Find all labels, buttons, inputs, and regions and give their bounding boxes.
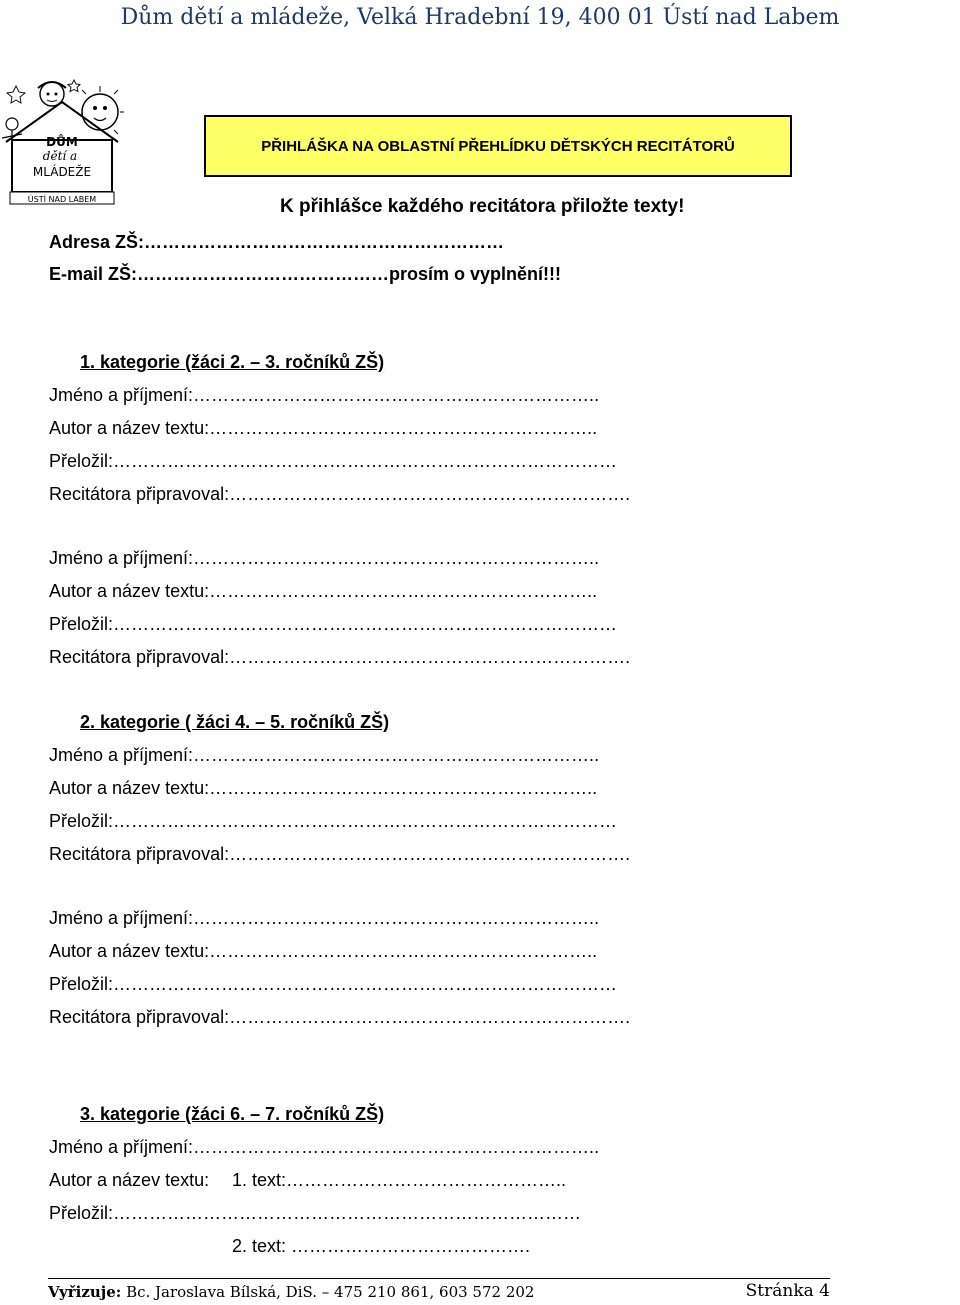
svg-text:dětí a: dětí a	[42, 149, 78, 163]
category-2-heading: 2. kategorie ( žáci 4. – 5. ročníků ZŠ)	[80, 712, 390, 732]
name-field[interactable]: Jméno a příjmení:…………………………………………………………..	[49, 1137, 600, 1157]
footer-label: Vyřizuje:	[48, 1283, 122, 1301]
translator-field[interactable]: Přeložil:…………………………………………………………………………	[49, 614, 618, 634]
prepared-field[interactable]: Recitátora připravoval:………………………………………………………….	[49, 647, 631, 667]
svg-text:DŮM: DŮM	[46, 135, 78, 149]
footer-contact-text: Bc. Jaroslava Bílská, DiS. – 475 210 861, 603 572 202	[126, 1283, 535, 1301]
page-footer	[48, 1278, 830, 1305]
email-field[interactable]: E-mail ZŠ:……………………………………prosím o vyplnění!!!	[49, 264, 562, 284]
svg-text:MLÁDEŽE: MLÁDEŽE	[32, 165, 92, 179]
author-field[interactable]: Autor a název textu:………………………………………………………..	[49, 941, 598, 961]
translator-field[interactable]: Přeložil:…………………………………………………………………………	[49, 974, 618, 994]
form-subtitle: K přihlášce každého recitátora přiložte texty!	[280, 196, 685, 217]
name-field[interactable]: Jméno a příjmení:…………………………………………………………..	[49, 548, 600, 568]
category-1-heading: 1. kategorie (žáci 2. – 3. ročníků ZŠ)	[80, 352, 385, 372]
page-header: Dům dětí a mládeže, Velká Hradební 19, 400 01 Ústí nad Labem	[120, 5, 840, 30]
address-field[interactable]: Adresa ZŠ:……………………………………………………	[49, 232, 505, 252]
name-field[interactable]: Jméno a příjmení:…………………………………………………………..	[49, 385, 600, 405]
logo-icon	[0, 72, 124, 212]
prepared-field[interactable]: Recitátora připravoval:………………………………………………………….	[49, 844, 631, 864]
text-2-field[interactable]: 2. text: ………………………………….	[232, 1236, 531, 1256]
author-field[interactable]: Autor a název textu:………………………………………………………..	[49, 581, 598, 601]
author-label: Autor a název textu:	[49, 1170, 210, 1190]
name-field[interactable]: Jméno a příjmení:…………………………………………………………..	[49, 745, 600, 765]
form-title-box	[204, 115, 792, 177]
category-3-heading: 3. kategorie (žáci 6. – 7. ročníků ZŠ)	[80, 1104, 385, 1124]
prepared-field[interactable]: Recitátora připravoval:………………………………………………………….	[49, 484, 631, 504]
prepared-field[interactable]: Recitátora připravoval:………………………………………………………….	[49, 1007, 631, 1027]
translator-field[interactable]: Přeložil:…………………………………………………………………………	[49, 451, 618, 471]
footer-contact	[48, 1283, 534, 1301]
page-number: Stránka 4	[745, 1281, 830, 1301]
author-field[interactable]: Autor a název textu:………………………………………………………..	[49, 418, 598, 438]
text-1-field[interactable]: 1. text:………………………………………..	[232, 1170, 567, 1190]
translator-field[interactable]: Přeložil:……………………………………………………………………	[49, 1203, 582, 1223]
svg-text:ÚSTÍ NAD LABEM: ÚSTÍ NAD LABEM	[27, 195, 97, 204]
form-title: PŘIHLÁŠKA NA OBLASTNÍ PŘEHLÍDKU DĚTSKÝCH RECITÁTORŮ	[261, 137, 735, 155]
translator-field[interactable]: Přeložil:…………………………………………………………………………	[49, 811, 618, 831]
author-field[interactable]: Autor a název textu:………………………………………………………..	[49, 778, 598, 798]
name-field[interactable]: Jméno a příjmení:…………………………………………………………..	[49, 908, 600, 928]
